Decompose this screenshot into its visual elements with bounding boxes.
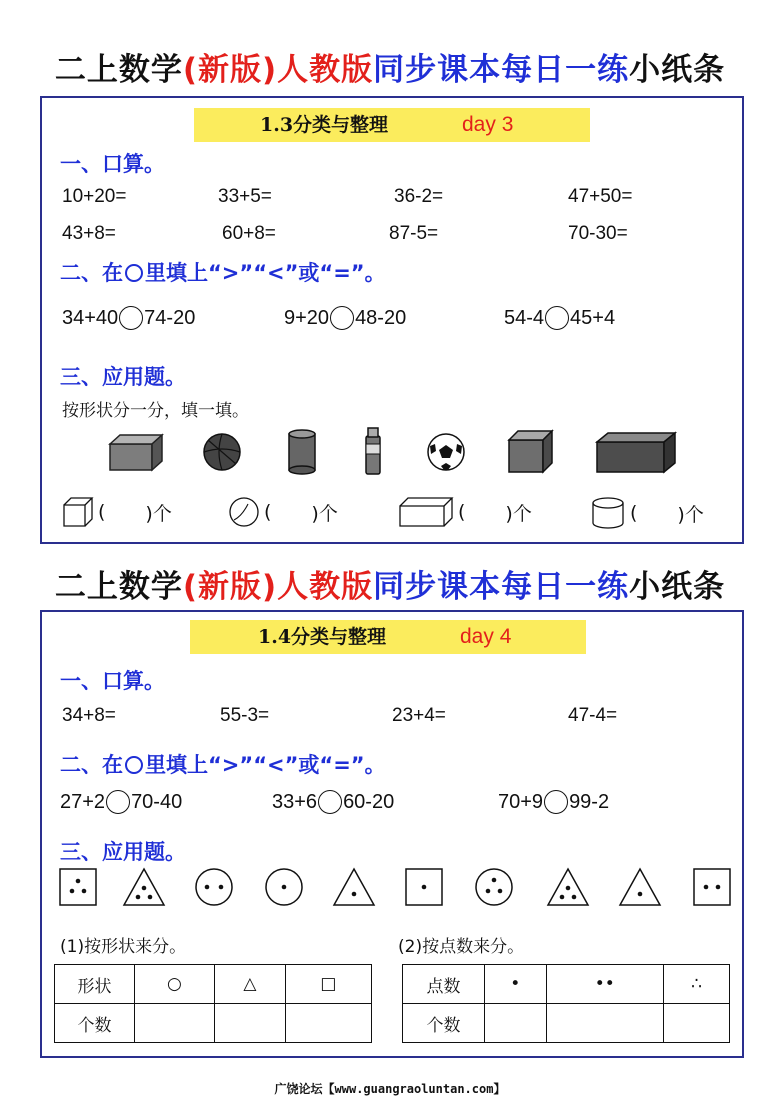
table-col-1dot: • bbox=[485, 965, 547, 1004]
card-triangle-3dots bbox=[124, 869, 164, 905]
sphere-outline-icon bbox=[228, 496, 260, 528]
calc-item: 34+8= bbox=[62, 705, 116, 726]
card-square-3dots bbox=[60, 869, 96, 905]
count-cylinder: ( )个 bbox=[590, 496, 704, 530]
calc-item: 33+5= bbox=[218, 186, 272, 207]
compare-item: 54-4 45+4 bbox=[504, 306, 616, 329]
calc-item: 55-3= bbox=[220, 705, 270, 726]
section-compare: 二、在 里填上“>”“<”或“=”。 bbox=[60, 261, 386, 285]
count-answer: )个 bbox=[145, 502, 172, 525]
card-triangle-1dot bbox=[334, 869, 374, 905]
question-2-label: (2)按点数来分。 bbox=[398, 937, 525, 957]
compare-item: 70+9 99-2 bbox=[498, 790, 610, 813]
cube-outline-icon bbox=[62, 496, 94, 528]
table-row-label: 个数 bbox=[403, 1004, 485, 1043]
can-icon bbox=[286, 428, 318, 476]
worksheet-day4 bbox=[40, 610, 744, 1058]
table-col-circle: ○ bbox=[135, 965, 215, 1004]
card-circle-2dots bbox=[196, 869, 232, 905]
answer-circle[interactable] bbox=[545, 306, 569, 330]
calc-item: 43+8= bbox=[62, 223, 116, 244]
card-triangle-1dot bbox=[620, 869, 660, 905]
page-title-1: 二上数学(新版)人教版同步课本每日一练小纸条 bbox=[54, 52, 726, 88]
table-header: 点数 bbox=[403, 965, 485, 1004]
answer-circle[interactable] bbox=[106, 790, 130, 814]
calc-item: 70-30= bbox=[568, 223, 628, 244]
card-circle-3dots bbox=[476, 869, 512, 905]
cylinder-outline-icon bbox=[590, 496, 626, 530]
question-1-label: (1)按形状来分。 bbox=[60, 937, 187, 957]
banner-day4: 1.4分类与整理 day 4 bbox=[190, 620, 586, 654]
card-square-2dots bbox=[694, 869, 730, 905]
count-cuboid: ( )个 bbox=[398, 496, 532, 528]
compare-item: 34+40 74-20 bbox=[62, 306, 196, 329]
table-row-label: 个数 bbox=[55, 1004, 135, 1043]
calc-item: 60+8= bbox=[222, 223, 276, 244]
banner-day3: 1.3分类与整理 day 3 bbox=[194, 108, 590, 142]
circle-icon bbox=[125, 264, 143, 282]
compare-item: 9+20 48-20 bbox=[284, 306, 407, 329]
count-answer: )个 bbox=[311, 502, 338, 525]
section-mental-math: 一、口算。 bbox=[60, 669, 165, 693]
answer-circle[interactable] bbox=[544, 790, 568, 814]
section-word-problem: 三、应用题。 bbox=[60, 365, 186, 389]
shape-cards bbox=[58, 866, 748, 910]
answer-circle[interactable] bbox=[330, 306, 354, 330]
section-word-problem: 三、应用题。 bbox=[60, 840, 186, 864]
table-col-square: □ bbox=[285, 965, 371, 1004]
calc-item: 36-2= bbox=[394, 186, 444, 207]
table-by-shape bbox=[54, 964, 372, 1043]
calc-item: 10+20= bbox=[62, 186, 127, 207]
ball-icon bbox=[202, 432, 242, 472]
card-square-1dot bbox=[406, 869, 442, 905]
compare-item: 33+6 60-20 bbox=[272, 790, 395, 813]
answer-cell[interactable] bbox=[214, 1004, 285, 1043]
bottle-icon bbox=[362, 426, 384, 476]
box-icon bbox=[594, 430, 678, 474]
count-answer: )个 bbox=[505, 502, 532, 525]
answer-cell[interactable] bbox=[485, 1004, 547, 1043]
footer-credit: 广饶论坛【www.guangraoluntan.com】 bbox=[274, 1082, 506, 1096]
card-triangle-3dots bbox=[548, 869, 588, 905]
answer-circle[interactable] bbox=[318, 790, 342, 814]
instruction: 按形状分一分，填一填。 bbox=[62, 401, 249, 421]
count-answer: )个 bbox=[677, 503, 704, 526]
cube-icon bbox=[506, 428, 554, 474]
answer-circle[interactable] bbox=[119, 306, 143, 330]
circle-icon bbox=[125, 756, 143, 774]
answer-cell[interactable] bbox=[664, 1004, 730, 1043]
answer-cell[interactable] bbox=[135, 1004, 215, 1043]
table-col-3dots: ∴ bbox=[664, 965, 730, 1004]
card-circle-1dot bbox=[266, 869, 302, 905]
answer-cell[interactable] bbox=[546, 1004, 663, 1043]
table-col-triangle: △ bbox=[214, 965, 285, 1004]
answer-cell[interactable] bbox=[285, 1004, 371, 1043]
calc-item: 47+50= bbox=[568, 186, 633, 207]
section-compare: 二、在 里填上“>”“<”或“=”。 bbox=[60, 753, 386, 777]
table-col-2dots: •• bbox=[546, 965, 663, 1004]
calc-item: 47-4= bbox=[568, 705, 618, 726]
cuboid-outline-icon bbox=[398, 496, 454, 528]
brick-icon bbox=[108, 432, 166, 472]
count-sphere: ( )个 bbox=[228, 496, 338, 528]
section-mental-math: 一、口算。 bbox=[60, 152, 165, 176]
table-header: 形状 bbox=[55, 965, 135, 1004]
calc-item: 87-5= bbox=[389, 223, 439, 244]
count-cube: ( )个 bbox=[62, 496, 172, 528]
calc-item: 23+4= bbox=[392, 705, 446, 726]
football-icon bbox=[426, 432, 466, 472]
page-title-2: 二上数学(新版)人教版同步课本每日一练小纸条 bbox=[54, 569, 726, 605]
compare-item: 27+2 70-40 bbox=[60, 790, 183, 813]
worksheet-day3 bbox=[40, 96, 744, 544]
table-by-dots bbox=[402, 964, 730, 1043]
